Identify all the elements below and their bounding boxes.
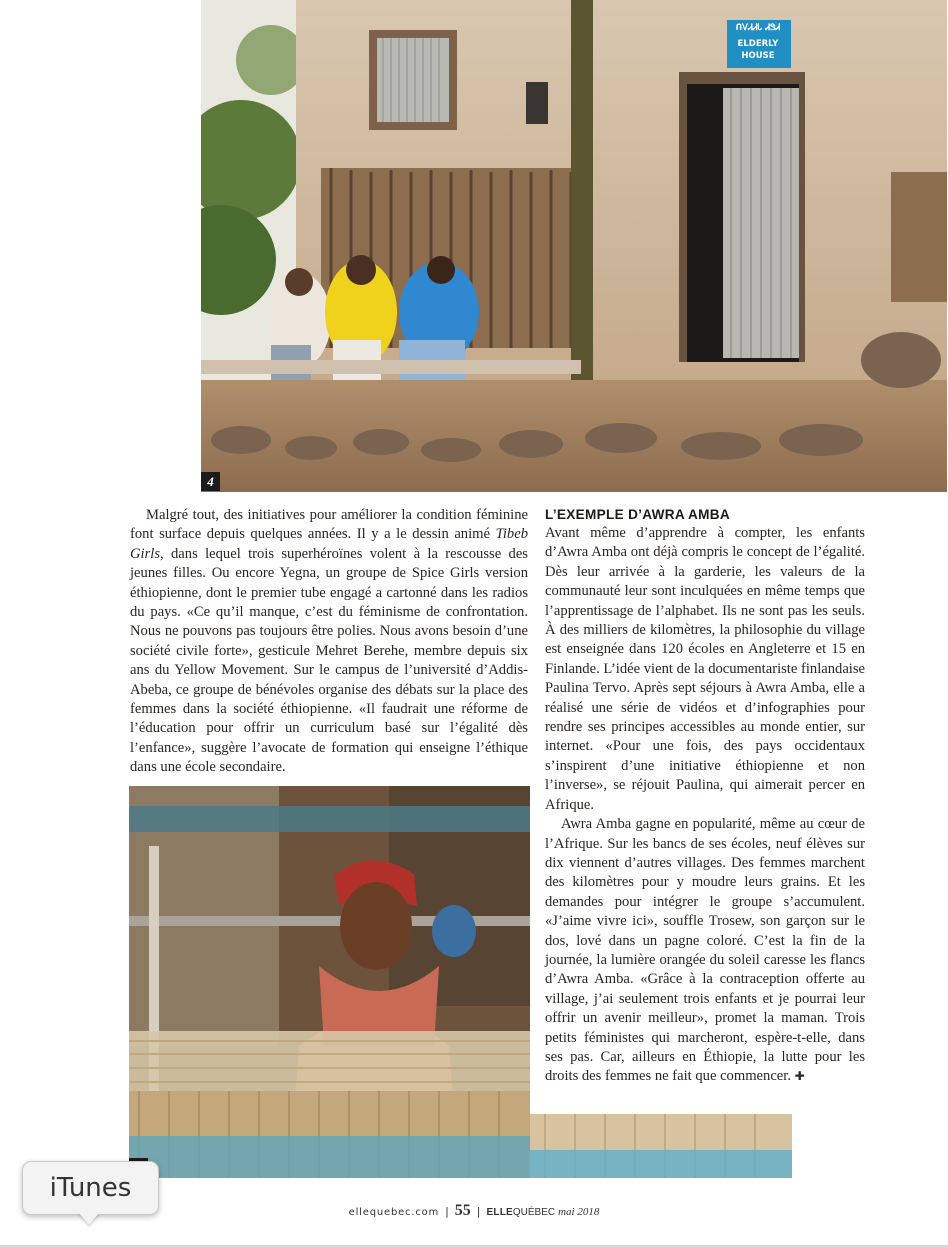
article-left-column xyxy=(130,506,528,778)
elderly-house-photo xyxy=(201,0,947,492)
article-paragraph: Avant même d’apprendre à compter, les enfants d’Awra Amba ont déjà compris le concept de l’égalité. Dès leur arrivée à la garderie, les valeurs de la communauté leur sont inculquées en même temps que l’apprentissage de l’alphabet. Ils ne sont pas les seuls. À des milliers de kilomètres, la philosophie du village est enseignée dans 120 écoles en Angleterre et 15 en Finlande. L’idée vient de la documentariste finlandaise Paulina Tervo. Après sept séjours à Awra Amba, elle a réalisé une série de vidéos et d’infographies pour rendre ses principes accessibles au monde entier, sur internet. «Pour une fois, des pays occidentaux s’inspirent d’une initiative éthiopienne et non l’inverse», se réjouit Paulina, qui aimerait percer en Afrique. xyxy=(545,525,866,813)
weaver-photo xyxy=(129,786,530,1178)
sign-english-text: ELDERLY HOUSE xyxy=(737,39,779,61)
article-paragraph xyxy=(545,815,865,1087)
weaver-photo-extension xyxy=(530,1114,792,1178)
section-heading: L’EXEMPLE D’AWRA AMBA xyxy=(545,507,731,522)
elderly-house-sign xyxy=(728,22,788,62)
paragraph-text: Awra Amba gagne en popularité, même au cœur de l’Afrique. Sur les bancs de ses écoles, neuf élèves sur dix viennent d’autres villages. Des femmes marchent des kilomètres pour y moudre leurs grains. Et les demandes pour intégrer le groupe s’accumulent. «J’aime vivre ici», souffle Trosew, son garçon sur le dos, lové dans un pagne coloré. C’est la fin de la journée, la lumière orangée du soleil caresse les flancs d’Awra Amba. «Grâce à la contraception offerte au village, j’ai seulement trois enfants et je pourrai leur offrir un avenir meilleur», promet la maman. Trois petits féministes qui marcheront, espère-t-elle, dans ses pas. Car, ailleurs en Éthiopie, la lutte pour les droits des femmes ne fait que commencer. xyxy=(545,816,865,1085)
photo-caption-number: 4 xyxy=(201,472,220,491)
issue-date: mai 2018 xyxy=(558,1206,600,1218)
tooltip-pointer-icon xyxy=(78,1212,100,1225)
paragraph-text: Malgré tout, des initiatives pour améliorer la condition féminine font surface depuis quelques années. Il y a le dessin animé xyxy=(130,507,528,543)
footer-separator: | xyxy=(476,1205,481,1218)
article-paragraph xyxy=(130,506,528,778)
itunes-tooltip[interactable]: iTunes xyxy=(22,1161,159,1215)
footer-website: ellequebec.com xyxy=(348,1207,440,1218)
paragraph-text: , dans lequel trois superhéroïnes volent à la rescousse des jeunes filles. Ou encore Yegna, un groupe de Spice Girls version éthiopienne, dont le premier tube engagé a cartonné dans les radios du pays. «Ce qu’il manque, c’est du féminisme de confrontation. Nous ne pouvons pas toujours être polies. Nous avons besoin d’une société civile forte», gesticule Mehret Berehe, membre depuis six ans du Yellow Movement. Sur le campus de l’université d’Addis-Abeba, ce groupe de bénévoles organise des débats sur la place des femmes dans la société éthiopienne. «Il faudrait une réforme de l’éducation pour offrir un curriculum basé sur l’égalité dès l’enfance», suggère l’avocate de formation qui enseigne l’éthique dans une école secondaire. xyxy=(130,545,528,776)
magazine-brand: ELLE xyxy=(486,1207,513,1218)
end-of-article-icon: ✚ xyxy=(794,1069,805,1084)
footer-separator: | xyxy=(445,1205,449,1218)
cartoon-title: Tibeb Girls xyxy=(130,526,528,562)
magazine-brand-suffix: QUÉBEC xyxy=(512,1207,556,1218)
article-right-column xyxy=(545,506,865,1087)
page-number: 55 xyxy=(454,1202,471,1219)
sign-amharic-text: ՈᏙᏗᏗᏓ ᏗᏕᏗ xyxy=(735,23,781,33)
